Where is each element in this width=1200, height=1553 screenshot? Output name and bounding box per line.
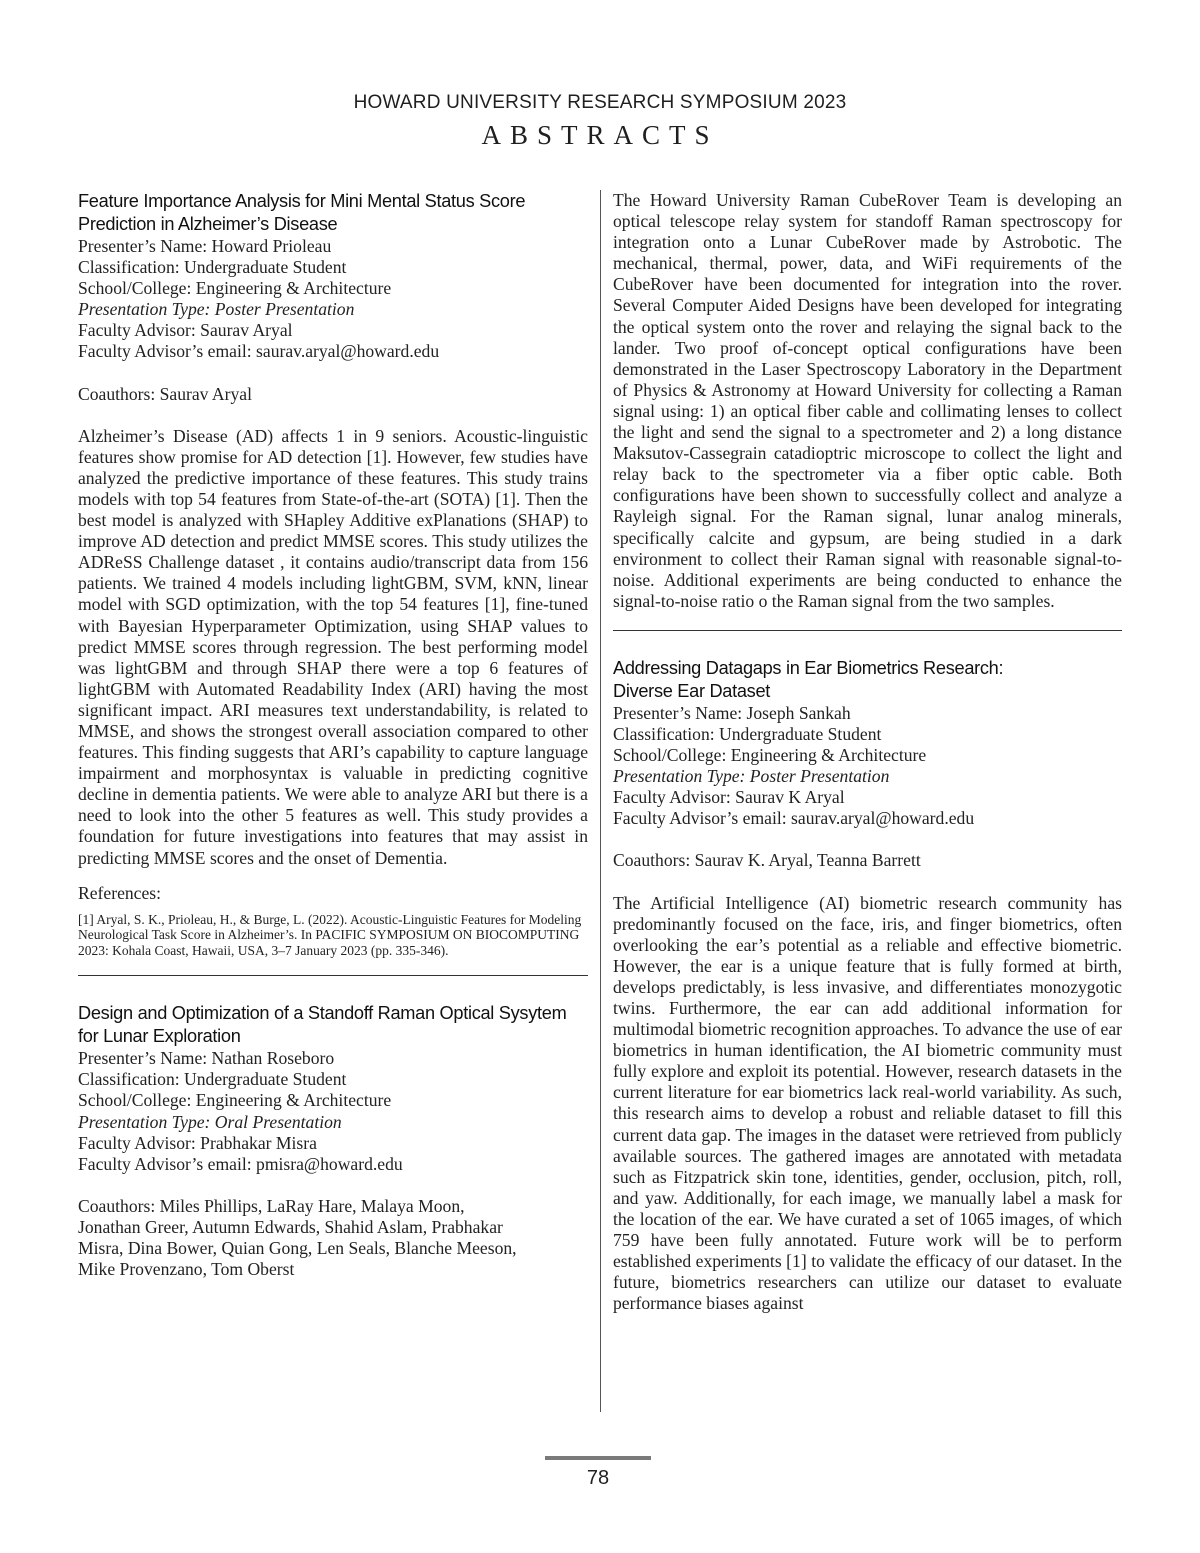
page-number: 78 — [586, 1467, 610, 1489]
right-column — [613, 190, 1122, 1314]
abstract-3-advisor: Faculty Advisor: Saurav K Aryal — [613, 787, 845, 808]
abstract-1-references-label: References: — [78, 882, 162, 903]
section-divider-right — [613, 630, 1122, 631]
abstract-1-advisor-email: Faculty Advisor’s email: saurav.aryal@howard.edu — [78, 341, 440, 362]
abstract-3-title: Addressing Datagaps in Ear Biometrics Research: Diverse Ear Dataset — [613, 657, 1004, 701]
abstract-2-title: Design and Optimization of a Standoff Raman Optical Sysytem for Lunar Exploration — [78, 1003, 567, 1047]
abstract-2-coauthors: Coauthors: Miles Phillips, LaRay Hare, Malaya Moon, Jonathan Greer, Autumn Edwards, Shahid Aslam, Prabhakar Misra, Dina Bower, Quian Gong, Len Seals, Blanche Meeson, Mike Provenzano, Tom Oberst — [78, 1195, 517, 1280]
abstract-2-advisor: Faculty Advisor: Prabhakar Misra — [78, 1132, 317, 1153]
section-title: ABSTRACTS — [481, 120, 719, 150]
abstract-3-advisor-email: Faculty Advisor’s email: saurav.aryal@howard.edu — [613, 808, 975, 829]
abstract-3-coauthors: Coauthors: Saurav K. Aryal, Teanna Barrett — [613, 850, 921, 871]
abstract-1-body: Alzheimer’s Disease (AD) affects 1 in 9 seniors. Acoustic-linguistic features show promise for AD detection [1]. However, few studies have analyzed the predictive importance of these features. This study trains models with top 54 features from State-of-the-art (SOTA) [1]. Then the best model is analyzed with SHapley Additive exPlanations (SHAP) to improve AD detection and predict MMSE scores. This study utilizes the ADReSS Challenge dataset , it contains audio/transcript data from 156 patients. We trained 4 models including lightGBM, SVM, kNN, linear model with SGD optimization, with the top 54 features [1], fine-tuned with Bayesian Hyperparameter Optimization, using SHAP values to predict MMSE scores through regression. The best performing model was lightGBM and through SHAP there were a top 6 features of lightGBM with Automated Readability Index (ARI) having the most significant impact. ARI measures text understandability, is related to MMSE, and shows the strongest overall association compared to other features. This finding suggests that ARI’s capability to capture language impairment and morphosyntax is valuable in predicting cognitive decline in dementia patients. We were able to analyze ARI but there is a need to look into the other 5 features as well. This study provides a foundation for future investigations into features that may assist in predicting MMSE scores and the onset of Dementia. — [78, 425, 588, 868]
abstract-1-presenter: Presenter’s Name: Howard Prioleau — [78, 236, 332, 256]
column-divider — [600, 190, 601, 1412]
left-column — [78, 190, 588, 1280]
footer-bar — [545, 1456, 651, 1460]
abstract-2-classification: Classification: Undergraduate Student — [78, 1069, 347, 1090]
abstract-3-classification: Classification: Undergraduate Student — [613, 723, 882, 744]
abstract-2-presenter: Presenter’s Name: Nathan Roseboro — [78, 1048, 335, 1069]
abstract-1-classification: Classification: Undergraduate Student — [78, 257, 347, 278]
abstract-1-advisor: Faculty Advisor: Saurav Aryal — [78, 320, 293, 341]
abstract-1-school: School/College: Engineering & Architecture — [78, 278, 392, 299]
abstract-1-presentation-type: Presentation Type: Poster Presentation — [78, 299, 355, 320]
abstract-1-title: Feature Importance Analysis for Mini Mental Status Score Prediction in Alzheimer’s Disease — [78, 191, 526, 234]
abstract-2-body: The Howard University Raman CubeRover Team is developing an optical telescope relay system for standoff Raman spectroscopy for integration onto a Lunar CubeRover made by Astrobotic. The mechanical, thermal, power, data, and WiFi requirements of the CubeRover have been documented for integration into the rover. Several Computer Aided Designs have been developed for integrating the optical system onto the rover and relaying the signal back to the lander. Two proof of-concept optical configurations have been demonstrated in the Laser Spectroscopy Laboratory in the Department of Physics & Astronomy at Howard University for collecting a Raman signal using: 1) an optical fiber cable and collimating lenses to collect the light and send the signal to a spectrometer and 2) a long distance Maksutov-Cassegrain catadioptric microscope to collect the light and relay back to the spectrometer via a fiber optic cable. Both configurations have been shown to successfully collect and analyze a Rayleigh signal. For the Raman signal, lunar analog minerals, specifically calcite and gypsum, are being studied in a dark environment to collect their Raman signal with reasonable signal-to-noise. Additional experiments are being conducted to enhance the signal-to-noise ratio o the Raman signal from the two samples. — [613, 190, 1122, 611]
abstract-3-presentation-type: Presentation Type: Poster Presentation — [613, 766, 890, 787]
abstract-3-body: The Artificial Intelligence (AI) biometric research community has predominantly focused on the face, iris, and finger biometrics, often overlooking the ear’s potential as a reliable and effective biometric. However, the ear is a unique feature that is fully formed at birth, develops predictably, is less invasive, and differentiates monozygotic twins. Furthermore, the ear can add additional information for multimodal biometric recognition approaches. To advance the use of ear biometrics in human identification, the AI biometric community must fully explore and exploit its potential. However, research datasets in the current literature for ear biometrics lack real-world variability. As such, this research aims to develop a robust and reliable dataset to fill this current data gap. The images in the dataset were retrieved from publicly available sources. The gathered images are annotated with metadata such as Fitzpatrick skin tone, identities, gender, occlusion, pitch, roll, and yaw. Additionally, for each image, we manually label a mask for the location of the ear. We have curated a set of 1065 images, of which 759 have been fully annotated. Future work will be to perform established experiments [1] to validate the efficacy of our dataset. In the future, biometrics researchers can utilize our dataset to evaluate performance biases against — [613, 892, 1122, 1314]
abstract-2-presentation-type: Presentation Type: Oral Presentation — [78, 1111, 342, 1132]
abstract-2-school: School/College: Engineering & Architecture — [78, 1090, 392, 1111]
abstract-2-advisor-email: Faculty Advisor’s email: pmisra@howard.edu — [78, 1153, 403, 1174]
symposium-title: HOWARD UNIVERSITY RESEARCH SYMPOSIUM 2023 — [353, 92, 847, 113]
abstract-1-coauthors: Coauthors: Saurav Aryal — [78, 383, 252, 404]
abstract-3-presenter: Presenter’s Name: Joseph Sankah — [613, 702, 851, 723]
abstract-1-reference: [1] Aryal, S. K., Prioleau, H., & Burge, L. (2022). Acoustic-Linguistic Features for Modeling Neurological Task Score in Alzheimer’s. In PACIFIC SYMPOSIUM ON BIOCOMPUTING 2023: Kohala Coast, Hawaii, USA, 3–7 January 2023 (pp. 335-346). — [78, 911, 582, 958]
abstract-3-school: School/College: Engineering & Architecture — [613, 745, 927, 766]
section-divider-left — [78, 975, 588, 976]
page-header — [0, 92, 1200, 151]
